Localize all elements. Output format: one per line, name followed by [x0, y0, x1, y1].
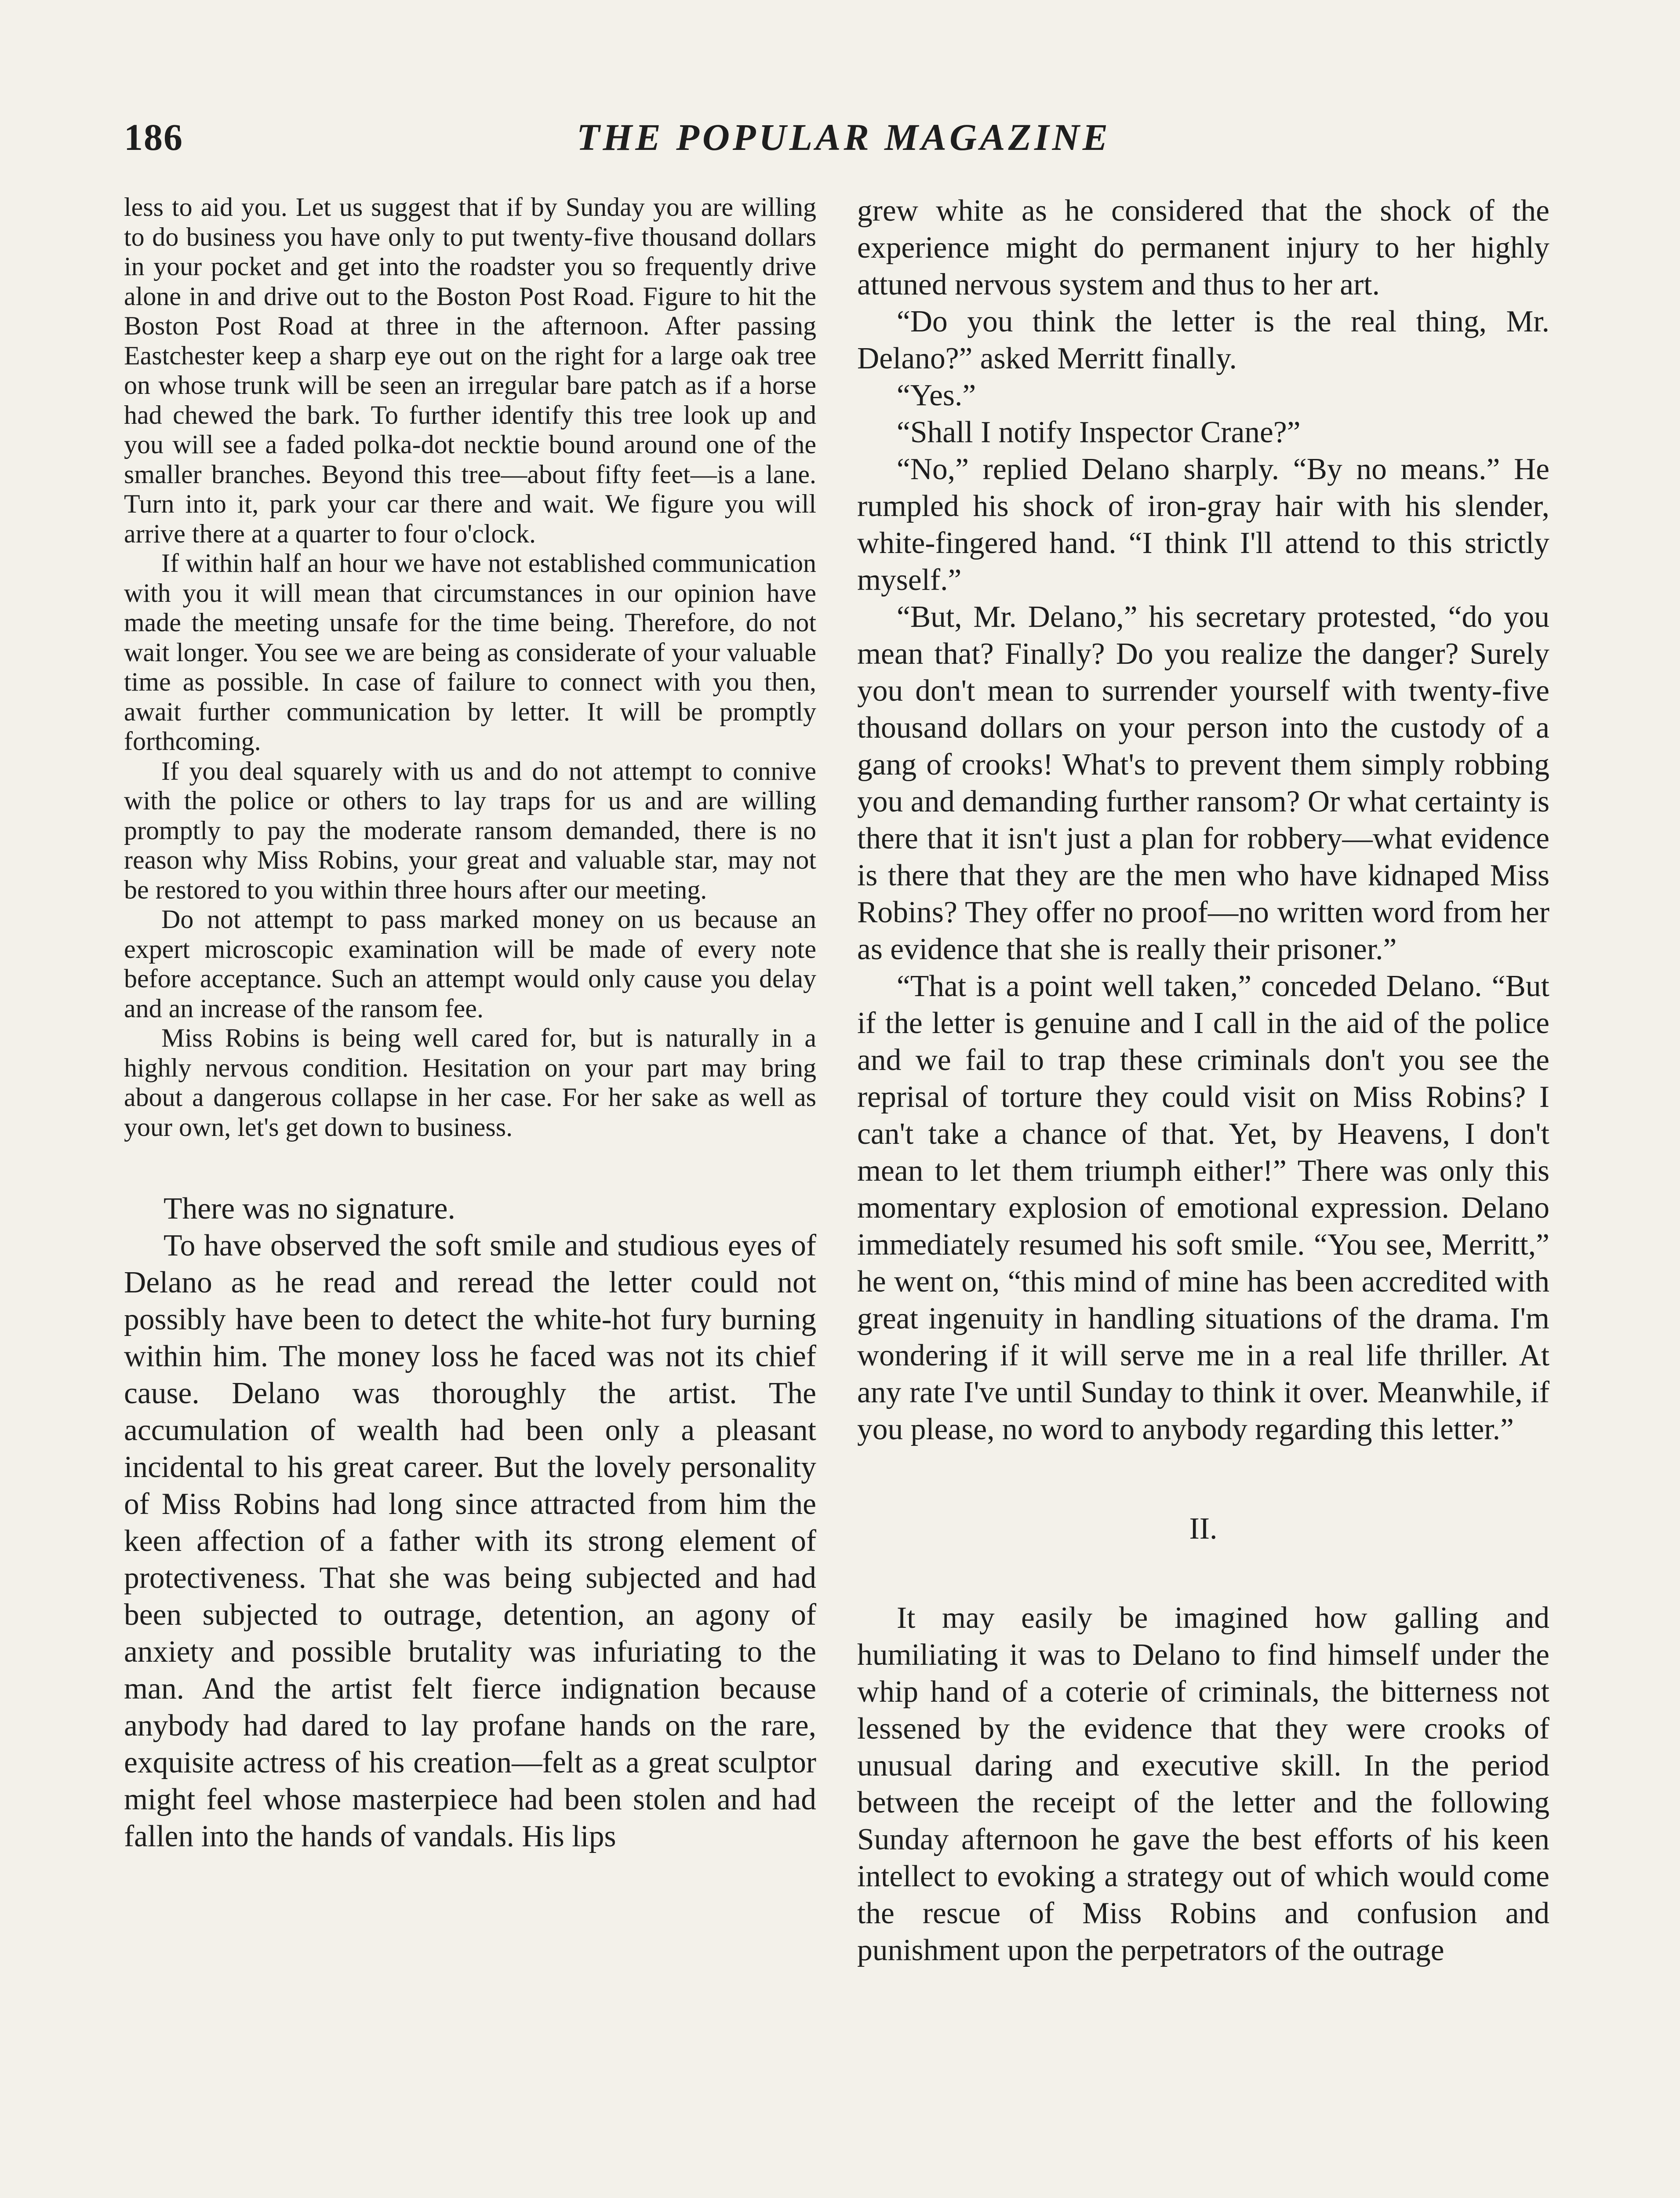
page-header — [124, 115, 1111, 164]
letter-paragraph: Do not attempt to pass marked money on us because an expert microscopic examination will be made of every note before acceptance. Such an attempt would only cause you delay and an increase of the ransom fee. — [124, 905, 816, 1023]
narrative-paragraph: “That is a point well taken,” conceded Delano. “But if the letter is genuine and I call in the aid of the police and we fail to trap these criminals don't you see the reprisal of torture they could visit on Miss Robins? I can't take a chance of that. Yet, by Heavens, I don't mean to let them triumph either!” There was only this momentary explosion of emotional expression. Delano immediately resumed his soft smile. “You see, Merritt,” he went on, “this mind of mine has been accredited with great ingenuity in handling situations of the drama. I'm wondering if it will serve me in a real life thriller. At any rate I've until Sunday to think it over. Meanwhile, if you please, no word to anybody regarding this letter.” — [857, 969, 1549, 1446]
right-column — [857, 193, 1549, 1969]
ransom-letter-text — [124, 193, 816, 1142]
left-narrative — [124, 1190, 816, 1855]
letter-paragraph: If within half an hour we have not established communication with you it will mean that circumstances in our opinion have made the meeting unsafe for the time being. Therefore, do not wait longer. You see we are being as considerate of your valuable time as possible. In case of failure to connect with you then, await further communication by letter. It will be promptly forthcoming. — [124, 549, 816, 756]
section-heading: II. — [1189, 1512, 1218, 1546]
narrative-paragraph: “Shall I notify Inspector Crane?” — [897, 415, 1301, 449]
narrative-paragraph: grew white as he considered that the shock of the experience might do permanent injury to her highly attuned nervous system and thus to her art. — [857, 194, 1549, 302]
right-narrative-after-break — [857, 1600, 1549, 1969]
right-narrative-before-break — [857, 193, 1549, 1448]
letter-paragraph: If you deal squarely with us and do not attempt to connive with the police or others to lay traps for us and are willing promptly to pay the moderate ransom demanded, there is no reason why Miss Robins, your great and valuable star, may not be restored to you within three hours after our meeting. — [124, 756, 816, 904]
letter-paragraph: Miss Robins is being well cared for, but is naturally in a highly nervous condition. Hesitation on your part may bring about a dangerous collapse in her case. For her sake as well as your own, let's get down to business. — [124, 1023, 816, 1142]
narrative-paragraph: To have observed the soft smile and studious eyes of Delano as he read and reread the letter could not possibly have been to detect the white-hot fury burning within him. The money loss he faced was not its chief cause. Delano was thoroughly the artist. The accumulation of wealth had been only a pleasant incidental to his great career. But the lovely personality of Miss Robins had long since attracted from him the keen affection of a father with its strong element of protectiveness. That she was being subjected and had been subjected to outrage, detention, an agony of anxiety and possible brutality was infuriating to the man. And the artist felt fierce indignation because anybody had dared to lay profane hands on the rare, exquisite actress of his creation—felt as a great sculptor might feel whose masterpiece had been stolen and had fallen into the hands of vandals. His lips — [124, 1229, 816, 1853]
left-column — [124, 193, 816, 1855]
narrative-paragraph: “Yes.” — [897, 378, 976, 412]
narrative-paragraph: “But, Mr. Delano,” his secretary protested, “do you mean that? Finally? Do you realize the danger? Surely you don't mean to surrender yourself with twenty-five thousand dollars on your person into the custody of a gang of crooks! What's to prevent them simply robbing you and demanding further ransom? Or what certainty is there that it isn't just a plan for robbery—what evidence is there that they are the men who have kidnaped Miss Robins? They offer no proof—no written word from her as evidence that she is really their prisoner.” — [857, 600, 1549, 966]
letter-paragraph: less to aid you. Let us suggest that if by Sunday you are willing to do business you have only to put twenty-five thousand dollars in your pocket and get into the roadster you so frequently drive alone in and drive out to the Boston Post Road. Figure to hit the Boston Post Road at three in the afternoon. After passing Eastchester keep a sharp eye out on the right for a large oak tree on whose trunk will be seen an irregular bare patch as if a horse had chewed the bark. To further identify this tree look up and you will see a faded polka-dot necktie bound around one of the smaller branches. Beyond this tree—about fifty feet—is a lane. Turn into it, park your car there and wait. We figure you will arrive there at a quarter to four o'clock. — [124, 193, 816, 548]
narrative-paragraph: It may easily be imagined how galling and humiliating it was to Delano to find himself under the whip hand of a coterie of criminals, the bitterness not lessened by the evidence that they were crooks of unusual daring and executive skill. In the period between the receipt of the letter and the following Sunday afternoon he gave the best efforts of his keen intellect to evoking a strategy out of which would come the rescue of Miss Robins and confusion and punishment upon the perpetrators of the outrage — [857, 1601, 1549, 1967]
narrative-paragraph: “Do you think the letter is the real thing, Mr. Delano?” asked Merritt finally. — [857, 305, 1549, 375]
page-number: 186 — [124, 116, 183, 158]
narrative-paragraph: “No,” replied Delano sharply. “By no means.” He rumpled his shock of iron-gray hair with his slender, white-fingered hand. “I think I'll attend to this strictly myself.” — [857, 452, 1549, 597]
block-spacer — [124, 1142, 816, 1190]
narrative-paragraph: There was no signature. — [164, 1192, 455, 1226]
running-title: THE POPULAR MAGAZINE — [577, 116, 1111, 158]
